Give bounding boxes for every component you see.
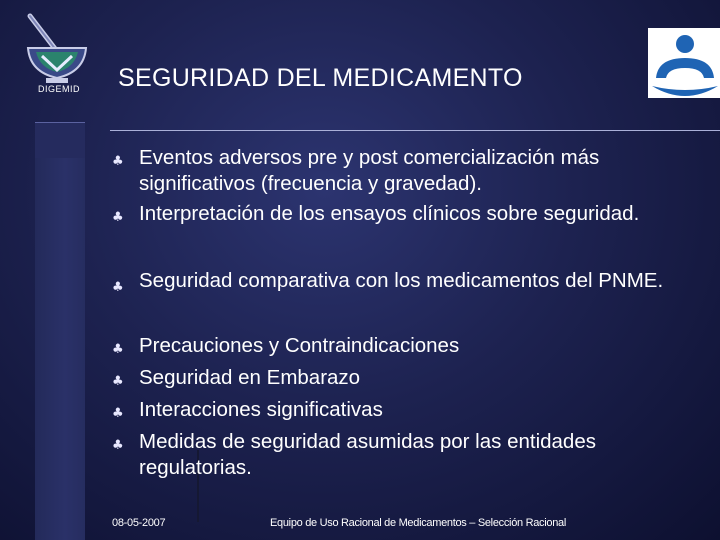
club-bullet-icon: ♣ — [112, 438, 124, 453]
club-bullet-icon: ♣ — [112, 374, 124, 389]
bullet-text: Seguridad en Embarazo — [139, 366, 361, 389]
bullet-item — [112, 333, 702, 359]
bullet-text: Interacciones significativas — [139, 398, 383, 421]
bullet-text: Precauciones y Contraindicaciones — [139, 334, 460, 357]
bullet-item — [112, 145, 702, 197]
club-bullet-icon: ♣ — [112, 154, 124, 169]
bullet-item — [112, 365, 702, 391]
club-bullet-icon: ♣ — [112, 280, 124, 295]
bullet-text: Medidas de seguridad asumidas por las entidades regulatorias. — [139, 430, 596, 479]
club-bullet-icon: ♣ — [112, 406, 124, 421]
club-bullet-icon: ♣ — [112, 342, 124, 357]
title-divider — [110, 130, 720, 131]
bullet-text: Eventos adversos pre y post comercialización más significativos (frecuencia y gravedad). — [139, 146, 600, 195]
club-bullet-icon: ♣ — [112, 210, 124, 225]
digemid-label: DIGEMID — [38, 84, 81, 94]
left-bar-top — [35, 122, 85, 159]
left-accent-bar — [35, 158, 85, 540]
slide-title: SEGURIDAD DEL MEDICAMENTO — [118, 64, 523, 92]
mortar-pestle-icon — [12, 10, 102, 90]
bullet-item — [112, 429, 702, 481]
bullet-text: Interpretación de los ensayos clínicos sobre seguridad. — [139, 202, 640, 225]
ministry-logo — [648, 28, 720, 98]
bullet-text: Seguridad comparativa con los medicamentos del PNME. — [139, 269, 664, 292]
bullet-item — [112, 201, 702, 227]
person-emblem-icon — [648, 28, 720, 98]
bullet-item — [112, 265, 702, 297]
bullet-item — [112, 397, 702, 423]
footer-date: 08-05-2007 — [112, 517, 166, 529]
footer-text: Equipo de Uso Racional de Medicamentos – Selección Racional — [270, 517, 566, 529]
